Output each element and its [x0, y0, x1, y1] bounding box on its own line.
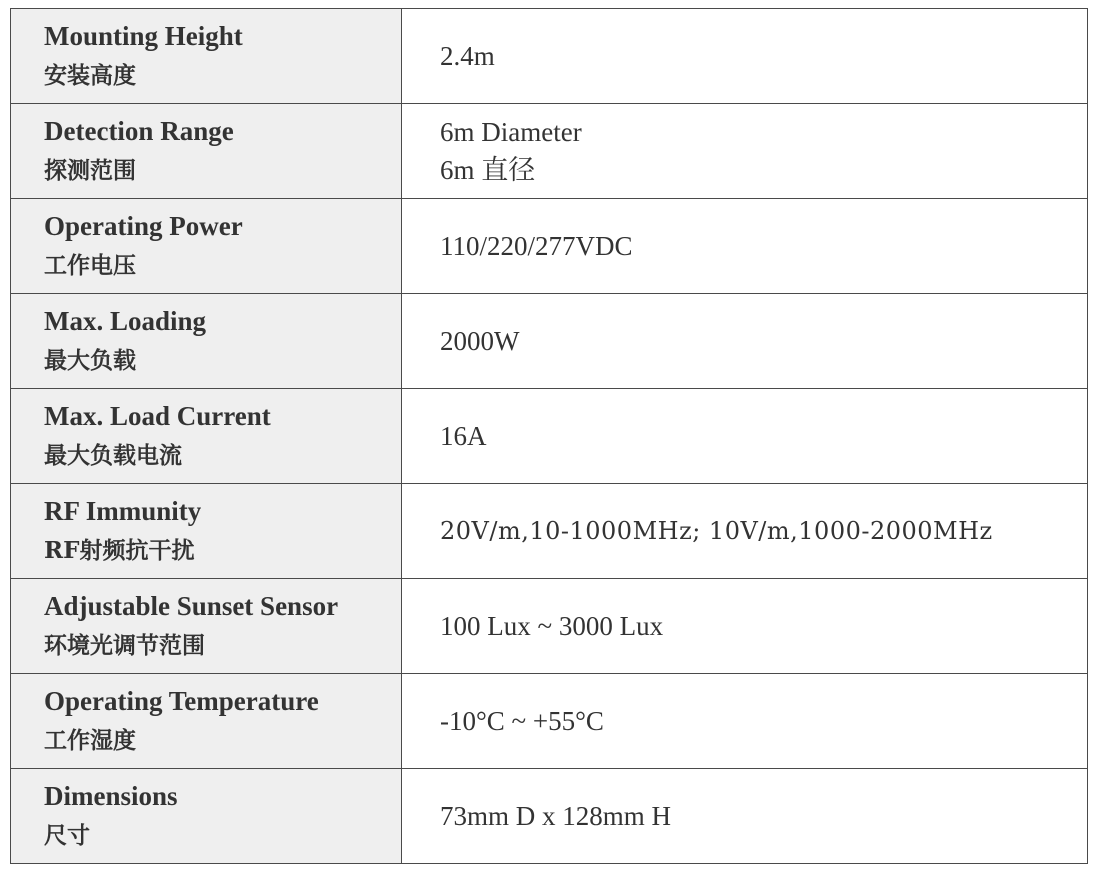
spec-value: 16A [440, 421, 487, 451]
spec-value: 73mm D x 128mm H [440, 801, 672, 831]
spec-label-en: Max. Load Current [44, 401, 271, 431]
spec-label-en: Operating Temperature [44, 686, 319, 716]
table-row [11, 579, 1088, 674]
spec-label-cell [11, 579, 402, 674]
spec-value: 100 Lux ~ 3000 Lux [440, 611, 664, 641]
table-row [11, 104, 1088, 199]
spec-value-cell [402, 9, 1088, 104]
spec-label-zh: 探测范围 [44, 157, 136, 184]
spec-value-cell [402, 484, 1088, 579]
spec-value: 6m 直径 [440, 155, 536, 185]
spec-value: 110/220/277VDC [440, 231, 633, 261]
table-row [11, 674, 1088, 769]
spec-label-zh: 环境光调节范围 [44, 632, 205, 659]
spec-value: -10°C ~ +55°C [440, 706, 604, 736]
spec-label-cell [11, 674, 402, 769]
spec-label-cell [11, 9, 402, 104]
table-row [11, 769, 1088, 864]
spec-value-cell [402, 389, 1088, 484]
spec-label-en: Operating Power [44, 211, 243, 241]
table-row [11, 484, 1088, 579]
spec-label-en: Max. Loading [44, 306, 207, 336]
spec-label-en: Adjustable Sunset Sensor [44, 591, 339, 621]
spec-label-zh: RF射频抗干扰 [44, 537, 195, 564]
spec-table [10, 8, 1088, 864]
spec-label-zh: 工作湿度 [44, 727, 136, 754]
spec-label-cell [11, 294, 402, 389]
spec-value-cell [402, 199, 1088, 294]
spec-value: 20V/m,10-1000MHz; 10V/m,1000-2000MHz [440, 517, 993, 545]
table-row [11, 9, 1088, 104]
spec-label-zh: 尺寸 [44, 822, 90, 849]
table-row [11, 389, 1088, 484]
spec-label-en: RF Immunity [44, 496, 202, 526]
spec-label-cell [11, 769, 402, 864]
spec-value: 2000W [440, 326, 520, 356]
spec-value-cell [402, 104, 1088, 199]
spec-label-en: Dimensions [44, 781, 178, 811]
spec-label-zh: 最大负载电流 [44, 442, 182, 469]
spec-value: 6m Diameter [440, 117, 582, 147]
spec-label-en: Detection Range [44, 116, 234, 146]
spec-label-cell [11, 484, 402, 579]
spec-label-en: Mounting Height [44, 21, 243, 51]
spec-label-zh: 最大负载 [44, 347, 136, 374]
spec-value-cell [402, 769, 1088, 864]
spec-label-zh: 安装高度 [44, 62, 136, 89]
spec-value-cell [402, 294, 1088, 389]
spec-label-cell [11, 389, 402, 484]
spec-label-cell [11, 199, 402, 294]
spec-value: 2.4m [440, 41, 495, 71]
spec-value-cell [402, 579, 1088, 674]
table-row [11, 294, 1088, 389]
spec-value-cell [402, 674, 1088, 769]
table-row [11, 199, 1088, 294]
spec-label-zh: 工作电压 [44, 252, 136, 279]
spec-label-cell [11, 104, 402, 199]
